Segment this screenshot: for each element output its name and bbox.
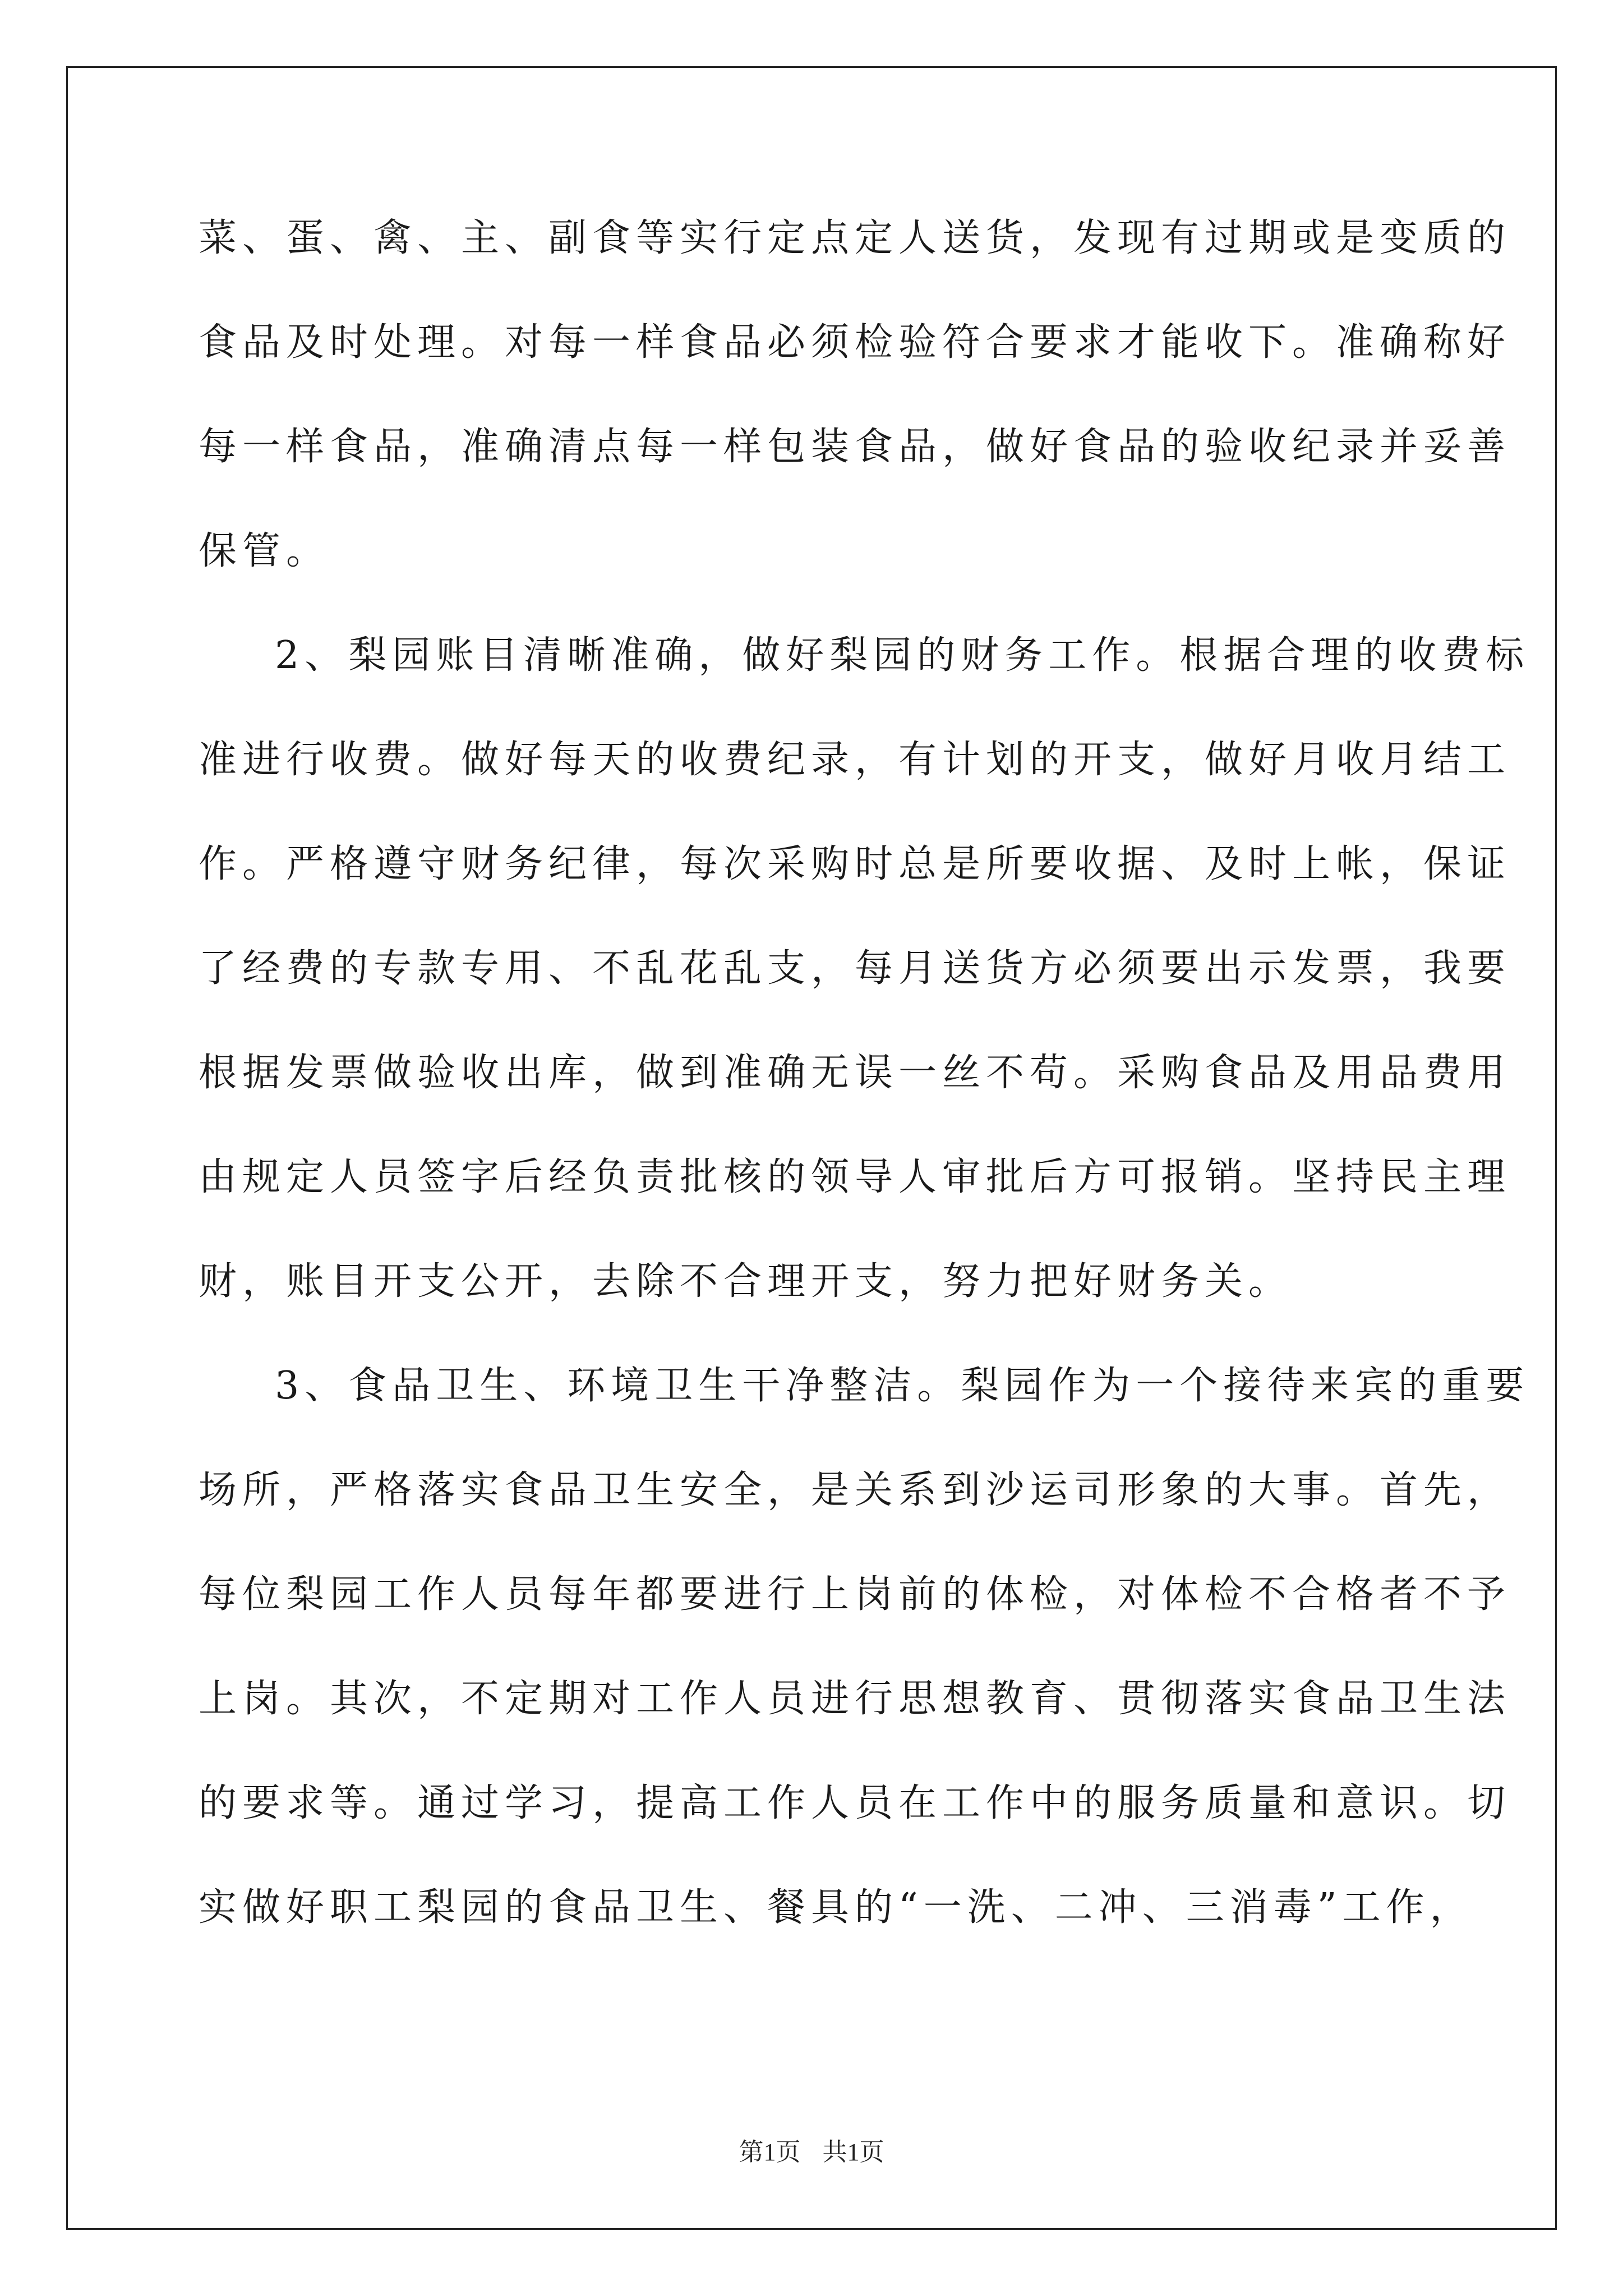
text-line: 的要求等。通过学习，提高工作人员在工作中的服务质量和意识。切 [199, 1781, 1511, 1825]
paragraph-first-line: 3、食品卫生、环境卫生干净整洁。梨园作为一个接待来宾的重要 [275, 1364, 1530, 1408]
text-line: 食品及时处理。对每一样食品必须检验符合要求才能收下。准确称好 [199, 320, 1511, 365]
page-total: 共1页 [822, 2138, 884, 2166]
document-body [199, 213, 1530, 1987]
text-line: 根据发票做验收出库，做到准确无误一丝不苟。采购食品及用品费用 [199, 1051, 1511, 1095]
text-line: 作。严格遵守财务纪律，每次采购时总是所要收据、及时上帐，保证 [199, 842, 1511, 886]
text-line: 每一样食品，准确清点每一样包装食品，做好食品的验收纪录并妥善 [199, 425, 1511, 469]
paragraph-first-line: 2、梨园账目清晰准确，做好梨园的财务工作。根据合理的收费标 [275, 633, 1530, 678]
page-footer [0, 2132, 1623, 2168]
text-line: 保管。 [199, 529, 330, 573]
text-line: 每位梨园工作人员每年都要进行上岗前的体检，对体检不合格者不予 [199, 1572, 1511, 1617]
text-line: 实做好职工梨园的食品卫生、餐具的“一洗、二冲、三消毒”工作， [199, 1885, 1474, 1930]
text-line: 上岗。其次，不定期对工作人员进行思想教育、贯彻落实食品卫生法 [199, 1677, 1511, 1721]
page-number: 第1页 [739, 2138, 801, 2166]
text-line: 由规定人员签字后经负责批核的领导人审批后方可报销。坚持民主理 [199, 1155, 1511, 1199]
text-line: 了经费的专款专用、不乱花乱支，每月送货方必须要出示发票，我要 [199, 946, 1511, 991]
text-line: 菜、蛋、禽、主、副食等实行定点定人送货，发现有过期或是变质的 [199, 216, 1511, 260]
text-line: 财，账目开支公开，去除不合理开支，努力把好财务关。 [199, 1259, 1293, 1304]
text-line: 准进行收费。做好每天的收费纪录，有计划的开支，做好月收月结工 [199, 738, 1511, 782]
text-line: 场所，严格落实食品卫生安全，是关系到沙运司形象的大事。首先， [199, 1468, 1511, 1512]
